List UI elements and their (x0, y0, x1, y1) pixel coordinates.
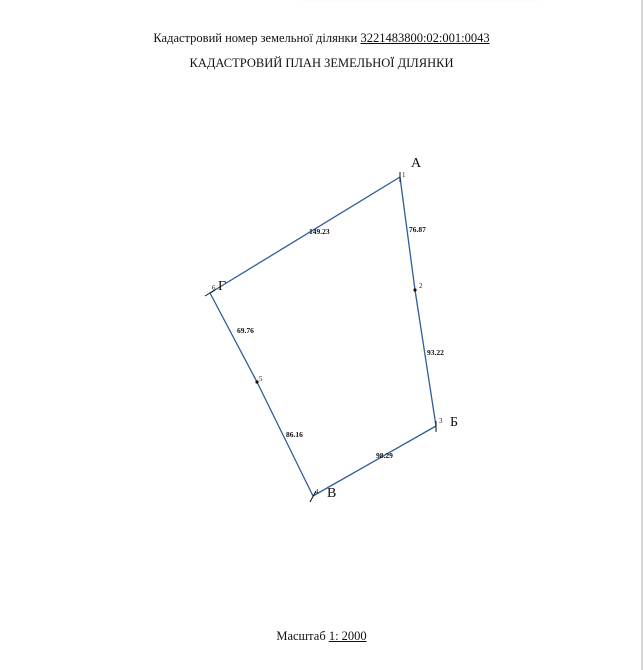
distance-label-3-4: 98.29 (376, 451, 393, 460)
boundary-line-4-5 (257, 382, 313, 496)
corner-label-g: Г (218, 279, 227, 294)
point-label-6: 6 (212, 284, 216, 292)
distance-label-1-2: 76.87 (409, 225, 426, 234)
point-marker-2 (413, 288, 416, 291)
distance-label-2-3: 93.22 (427, 348, 444, 357)
cadastral-number-label: Кадастровий номер земельної ділянки (153, 31, 358, 45)
distance-label-4-5: 86.16 (286, 430, 303, 439)
boundary-line-2-3 (415, 290, 436, 426)
boundary-line-6-1 (210, 177, 400, 293)
point-label-4: 4 (315, 488, 319, 496)
corner-label-v: В (327, 486, 337, 501)
plan-title: КАДАСТРОВИЙ ПЛАН ЗЕМЕЛЬНОЇ ДІЛЯНКИ (189, 56, 454, 70)
scale-value: 1: 2000 (328, 629, 367, 643)
distance-label-6-1: 149.23 (309, 227, 330, 236)
point-label-5: 5 (259, 375, 263, 383)
corner-label-b: Б (450, 415, 459, 430)
point-label-1: 1 (402, 171, 406, 179)
boundary-line-5-6 (210, 293, 257, 382)
point-label-3: 3 (439, 417, 443, 425)
scale-line (0, 629, 643, 644)
cadastral-number-value: 3221483800:02:001:0043 (360, 31, 490, 45)
corner-label-a: А (411, 156, 422, 171)
point-label-2: 2 (419, 282, 423, 290)
distance-label-5-6: 69.76 (237, 326, 254, 335)
scale-label: Масштаб (276, 629, 326, 643)
